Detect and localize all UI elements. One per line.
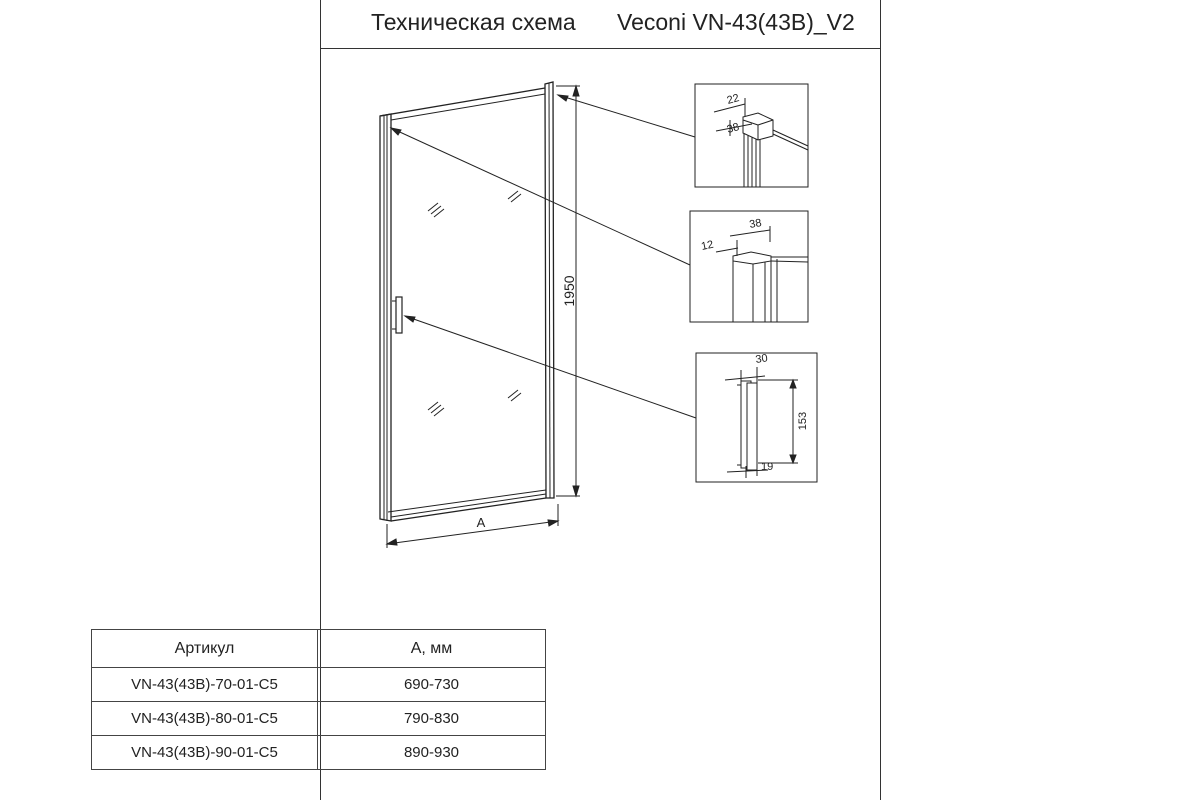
detail-top-dim-a: 22 — [725, 92, 741, 107]
width-cell: 790-830 — [318, 702, 546, 736]
handle-depth-label: 19 — [761, 461, 774, 473]
spec-table — [91, 629, 546, 770]
table-row — [92, 702, 546, 736]
table-row — [92, 736, 546, 770]
detail-top-dim-b: 38 — [725, 121, 741, 136]
glass-reflection-marks — [428, 191, 521, 416]
column-header-article: Артикул — [92, 630, 318, 668]
handle-length-label: 153 — [797, 411, 809, 431]
width-cell: 690-730 — [318, 668, 546, 702]
article-cell: VN-43(43B)-70-01-C5 — [92, 668, 318, 702]
door-handle — [392, 297, 402, 333]
height-label: 1950 — [561, 275, 577, 307]
handle-width-label: 30 — [754, 352, 769, 366]
detail-top-profile — [695, 84, 808, 187]
article-cell: VN-43(43B)-90-01-C5 — [92, 736, 318, 770]
schema-title: Техническая схема — [371, 9, 576, 35]
width-dimension — [387, 504, 558, 548]
leader-lines — [391, 95, 696, 418]
door-panel — [380, 82, 554, 521]
width-label: A — [476, 515, 486, 530]
column-header-width: А, мм — [318, 630, 546, 668]
model-name: Veconi VN-43(43B)_V2 — [617, 9, 855, 35]
article-cell: VN-43(43B)-80-01-C5 — [92, 702, 318, 736]
detail-side-dim-a: 12 — [700, 238, 715, 253]
width-cell: 890-930 — [318, 736, 546, 770]
table-row — [92, 668, 546, 702]
detail-side-dim-b: 38 — [748, 217, 763, 231]
table-header-row — [92, 630, 546, 668]
